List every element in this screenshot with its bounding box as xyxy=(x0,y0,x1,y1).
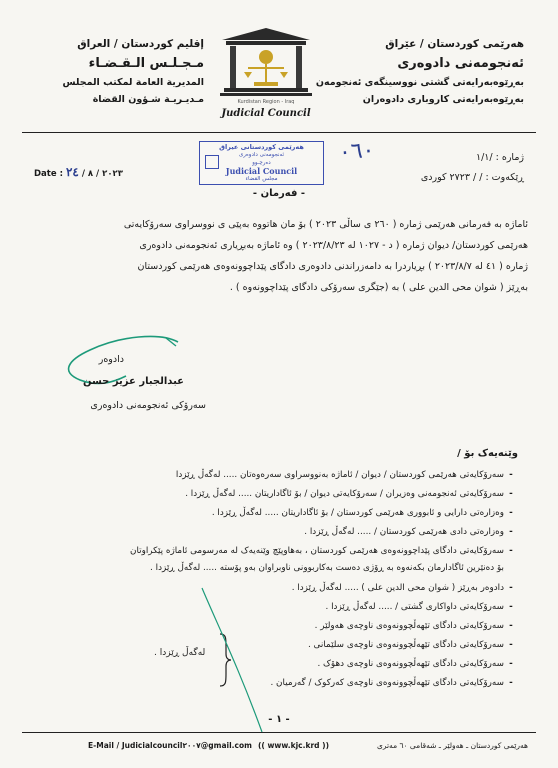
stamp-line-4: Judicial Council xyxy=(225,166,298,176)
body-line: ئاماژە بە فەرمانی هەرێمی ژمارە ( ٢٦٠ ی ساڵی ٢٠٢٣ ) بۆ مان هاتووە بەپێی ی نووسراوی سەرۆکایەتی xyxy=(123,219,528,230)
reference-kurdish-year: ٢٧٢٣ کوردی xyxy=(420,172,470,183)
cc-item: -سەرۆکایەتی ئەنجومەنی وەزیران / سەرۆکایەتی دیوان / بۆ ئاگاداریتان ..... لەگەڵ ڕێزدا . xyxy=(185,489,513,499)
header-council-ar: مـجـلـس الـقـضـاء xyxy=(88,56,204,71)
header-kurdish xyxy=(315,34,524,108)
reference-block xyxy=(324,137,524,188)
stamp-line-2: ئەنجومەنی دادوەری xyxy=(238,152,285,158)
header-directorate-ar: مـديـريـة شـؤون القضاة xyxy=(92,94,204,105)
body-line: هەرێمی کوردستان/ دیوان ژمارە ( د - ١٠٢٧ لە ٢٠٢٣/٨/٢٣ ) وە ئاماژە بەبڕیاری ئەنجومەنی دادوەری xyxy=(139,240,528,251)
decree-body xyxy=(28,214,528,298)
issued-stamp xyxy=(199,141,324,185)
footer-address: هەرێمی کوردستان ـ هەولێر ـ شەقامی ٦٠ مەتری xyxy=(376,741,528,750)
signature-title: دادوەر xyxy=(98,354,124,365)
footer-divider xyxy=(22,732,536,733)
date-english-label: Date : xyxy=(34,169,63,179)
cc-item: -وەزارەتی دادی هەرێمی کوردستان / ..... لەگەڵ ڕێزدا . xyxy=(304,527,513,537)
cc-item: -وەزارەتی دارایی و ئابووری هەرێمی کوردستان / بۆ ئاگاداریتان ..... لەگەڵ ڕێزدا . xyxy=(211,508,513,518)
cc-item: -سەرۆکایەتی هەرێمی کوردستان / دیوان / ئاماژە بەنووسراوی سەرەوەتان ..... لەگەڵ ڕێزدا xyxy=(175,470,513,480)
footer-email: E-Mail / Judicialcouncil٢٠٠٧@gmail.com xyxy=(88,741,252,750)
reference-number-handwritten: ٠٦٠ xyxy=(337,137,375,166)
cc-title: وێنەیەک بۆ / xyxy=(457,448,518,459)
cc-item: -سەرۆکایەتی دادگای پێداچوونەوەی هەرێمی کوردستان ، بەهاوپێچ وێنەیەک لە مەرسومی ئاماژە پێکراوتان xyxy=(130,546,513,556)
date-english-day: ٢٤ xyxy=(65,165,79,179)
body-line: ژمارە ( ٤١ لە ٢٠٢٣/٨/٧ ) بڕیاردرا بە دامەزراندنی دادوەری دادگای پێداچوونەوەی هەرێمی کوردستان xyxy=(137,261,528,272)
header-council: ئەنجومەنی دادوەری xyxy=(397,56,524,71)
header-directorate-general-ar: المديرية العامة لمكتب المجلس xyxy=(62,77,204,88)
reference-number-row xyxy=(324,137,524,168)
signature-name: عبدالجبار عزیز حسن xyxy=(82,376,184,387)
cc-item-continuation: بۆ دەنێرین ئاگادارمان بکەنەوە بە ڕۆژی دەست بەکاربوونی ناوبراوان بەو پۆستە ..... لەگەڵ ڕێزدا . xyxy=(150,563,504,573)
stamp-line-3: دەرچـوو xyxy=(252,160,271,166)
reference-date-label: ڕێکەوت : xyxy=(485,172,524,183)
cc-item: -دادوەر بەڕێز ( شوان محی الدین علی ) ..... لەگەڵ ڕێزدا . xyxy=(291,583,513,593)
header-divider xyxy=(22,132,536,133)
body-line: بەڕێز ( شوان محی الدین علی ) بە (جێگری سەرۆکی دادگای پێداچوونەوە ) . xyxy=(229,282,528,293)
decree-title: - فەرمان - xyxy=(252,188,306,199)
reference-date-value: / / xyxy=(473,172,483,183)
stamp-emblem-icon xyxy=(205,155,219,169)
cc-item: -سەرۆکایەتی دادگای تێهەڵچوونەوەی ناوچەی سلێمانی . xyxy=(307,640,513,650)
logo-name: Judicial Council xyxy=(221,108,311,119)
cc-item: -سەرۆکایەتی داواکاری گشتی / ..... لەگەڵ ڕێزدا . xyxy=(325,602,513,612)
reference-date-row xyxy=(324,168,524,188)
stamp-line-1: هەرێمی کوردستانی عیراق xyxy=(219,143,304,151)
judicial-council-logo xyxy=(214,24,318,120)
header-directorate: بەڕێوەبەرایەتی کاروباری دادوەران xyxy=(362,94,524,105)
reference-number-value: /١/١ xyxy=(476,152,493,163)
header-region: هەرێمی کوردستان / عێراق xyxy=(385,38,524,50)
cc-item: -سەرۆکایەتی دادگای تێهەڵچوونەوەی ناوچەی دهۆک . xyxy=(317,659,513,669)
header-arabic xyxy=(24,34,204,108)
page-number: - ١ - xyxy=(268,714,290,725)
date-english-value: ٢٠٢٣ / ٨ / xyxy=(81,169,123,179)
footer-website: (( www.kjc.krd )) xyxy=(258,741,329,750)
brace-regards: لەگەڵ ڕێزدا . xyxy=(154,648,206,658)
stamp-line-5: مجلس القضاء xyxy=(245,176,278,182)
logo-caption: Kurdistan Region - Iraq xyxy=(237,99,295,105)
reference-number-label: ژمارە : xyxy=(495,152,524,163)
signature-role: سەرۆکی ئەنجومەنی دادوەری xyxy=(90,400,206,411)
cc-item: -سەرۆکایەتی دادگای تێهەڵچوونەوەی ناوچەی کەرکوک / گەرمیان . xyxy=(270,678,513,688)
date-english xyxy=(34,165,123,179)
cc-item: -سەرۆکایەتی دادگای تێهەڵچوونەوەی ناوچەی هەولێر . xyxy=(314,621,513,631)
header-directorate-general: بەڕێوەبەرایەتی گشتی نووسینگەی ئەنجومەن xyxy=(315,77,524,88)
header-region-ar: إقليم كوردستان / العراق xyxy=(77,38,204,50)
